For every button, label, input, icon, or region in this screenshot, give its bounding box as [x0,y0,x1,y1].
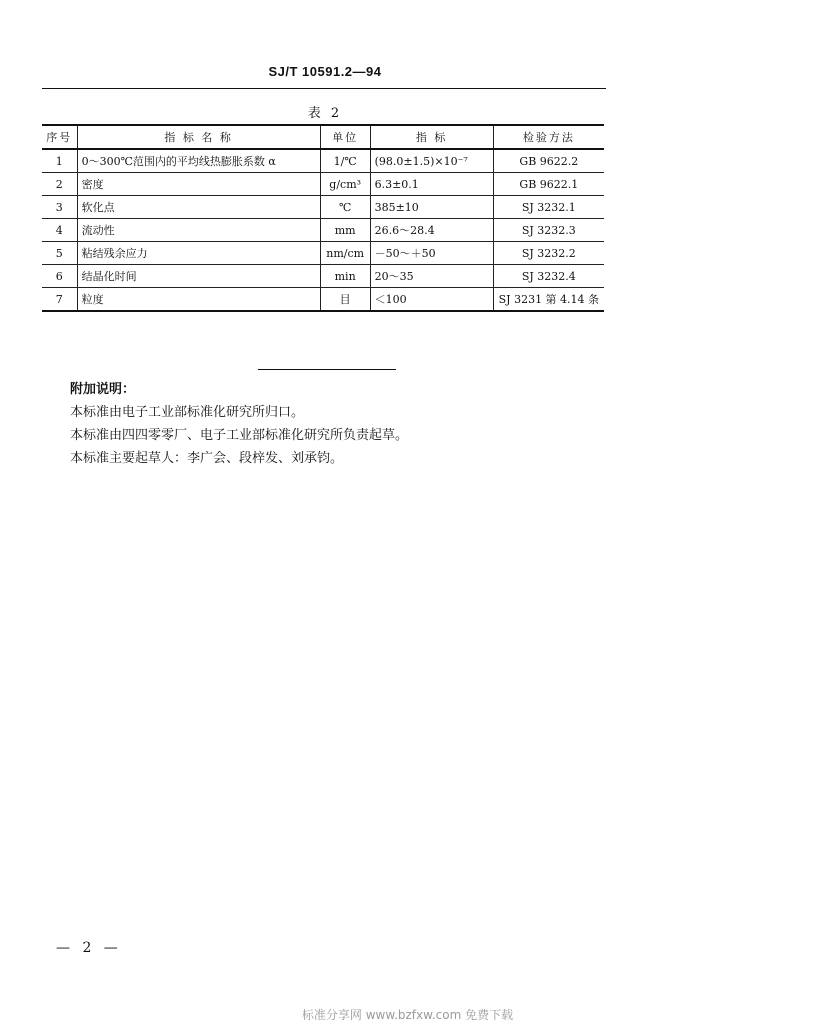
cell-method: SJ 3232.2 [493,242,604,265]
col-header-no: 序号 [42,125,77,149]
section-divider [258,369,396,370]
table-row [42,288,604,312]
header-rule [42,88,606,89]
document-code: SJ/T 10591.2—94 [268,64,382,79]
cell-value: (98.0±1.5)×10⁻⁷ [370,149,493,173]
additional-notes [70,378,408,470]
site-watermark: 标准分享网 www.bzfxw.com 免费下载 [301,1008,514,1022]
cell-no: 5 [42,242,77,265]
cell-no: 6 [42,265,77,288]
cell-no: 1 [42,149,77,173]
cell-unit: g/cm³ [320,173,370,196]
table-row [42,242,604,265]
cell-unit: 1/℃ [320,149,370,173]
cell-unit: nm/cm [320,242,370,265]
cell-name: 流动性 [77,219,320,242]
cell-method: SJ 3232.3 [493,219,604,242]
table-caption: 表 2 [307,106,343,121]
cell-name: 粘结残余应力 [77,242,320,265]
cell-unit: min [320,265,370,288]
cell-method: SJ 3232.4 [493,265,604,288]
cell-value: －50～＋50 [370,242,493,265]
cell-value: 385±10 [370,196,493,219]
table-header-row [42,125,604,149]
cell-name: 密度 [77,173,320,196]
notes-line: 本标准主要起草人：李广会、段梓发、刘承钧。 [70,451,344,466]
cell-value: 26.6～28.4 [370,219,493,242]
cell-name: 0～300℃范围内的平均线热膨胀系数 α [77,149,320,173]
col-header-method: 检验方法 [493,125,604,149]
col-header-unit: 单位 [320,125,370,149]
table-row [42,149,604,173]
cell-method: SJ 3232.1 [493,196,604,219]
cell-name: 软化点 [77,196,320,219]
notes-title: 附加说明： [70,382,136,397]
col-header-value: 指 标 [370,125,493,149]
cell-value: 6.3±0.1 [370,173,493,196]
cell-no: 2 [42,173,77,196]
table-row [42,196,604,219]
spec-table [42,124,604,312]
cell-unit: mm [320,219,370,242]
notes-line: 本标准由电子工业部标准化研究所归口。 [70,405,305,420]
table-row [42,219,604,242]
cell-unit: ℃ [320,196,370,219]
table-row [42,265,604,288]
cell-method: SJ 3231 第 4.14 条 [493,288,604,312]
cell-value: 20～35 [370,265,493,288]
col-header-name: 指 标 名 称 [77,125,320,149]
cell-method: GB 9622.2 [493,149,604,173]
table-row [42,173,604,196]
cell-value: ＜100 [370,288,493,312]
notes-line: 本标准由四四零零厂、电子工业部标准化研究所负责起草。 [70,428,409,443]
cell-no: 7 [42,288,77,312]
cell-no: 3 [42,196,77,219]
cell-unit: 目 [320,288,370,312]
cell-method: GB 9622.1 [493,173,604,196]
cell-name: 结晶化时间 [77,265,320,288]
cell-name: 粒度 [77,288,320,312]
cell-no: 4 [42,219,77,242]
page-number: — 2 — [56,940,122,956]
